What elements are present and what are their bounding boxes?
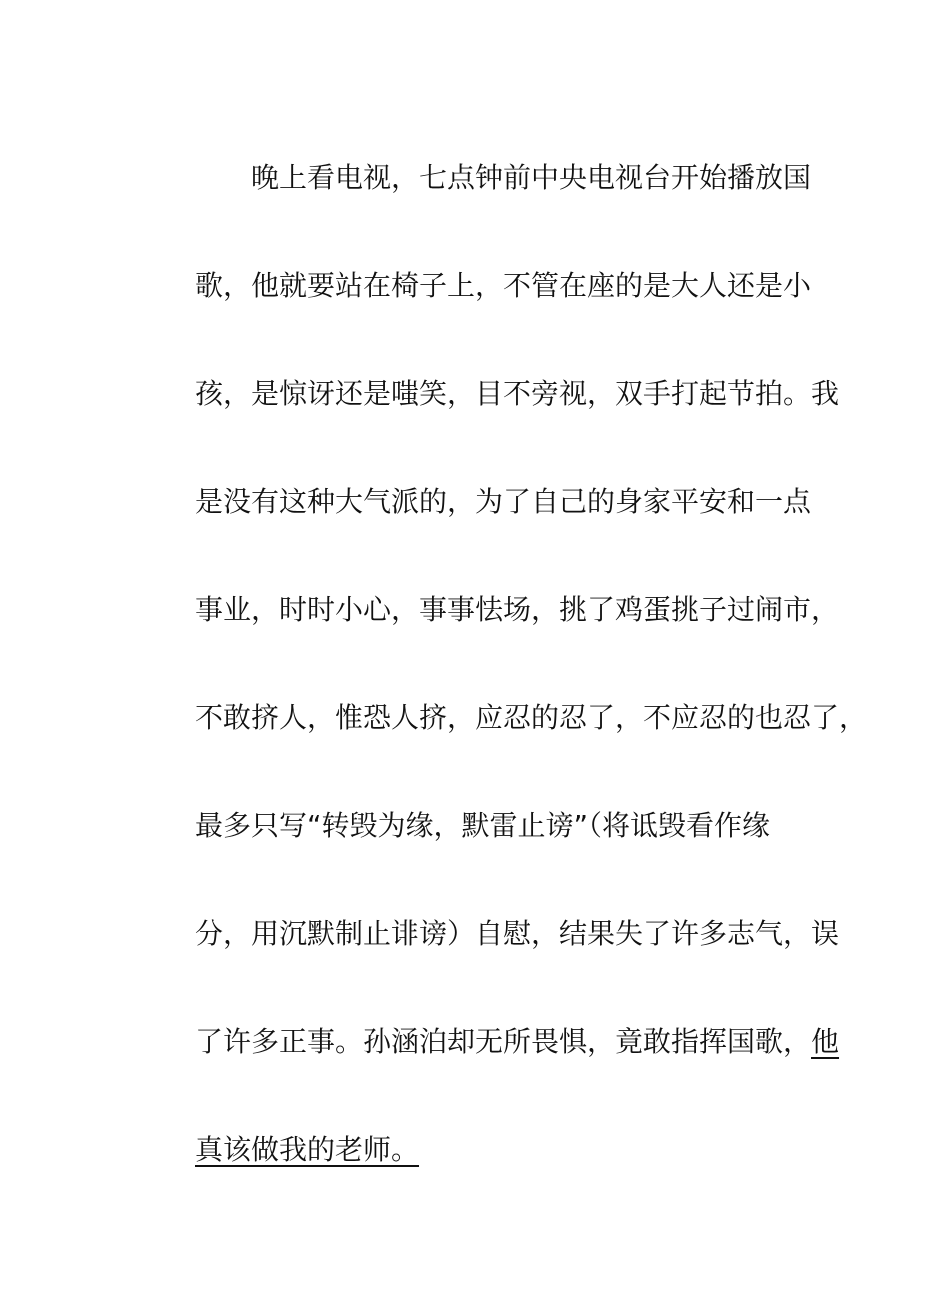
paragraph-line-5: 事业，时时小心，事事怯场，挑了鸡蛋挑子过闹市， [195,593,840,626]
line-9-text: 了许多正事。孙涵泊却无所畏惧，竟敢指挥国歌， [195,1025,812,1058]
paragraph-line-3: 孩，是惊讶还是嗤笑，目不旁视，双手打起节拍。我 [195,377,840,410]
paragraph-line-9 [195,1024,840,1060]
paragraph-line-4: 是没有这种大气派的，为了自己的身家平安和一点 [195,485,812,518]
paragraph-line-2: 歌，他就要站在椅子上，不管在座的是大人还是小 [195,269,812,302]
paragraph-line-6: 不敢挤人，惟恐人挤，应忍的忍了，不应忍的也忍了， [195,701,868,734]
underlined-phrase-start: 他 [811,1025,840,1058]
paragraph-line-7: 最多只写“转毁为缘，默雷止谤”（将诋毁看作缘 [195,809,771,842]
paragraph-line-8: 分，用沉默制止诽谤）自慰，结果失了许多志气，误 [195,917,840,950]
paragraph-line-1: 晚上看电视，七点钟前中央电视台开始播放国 [251,161,812,194]
underlined-phrase-end: 真该做我的老师。 [195,1133,420,1166]
